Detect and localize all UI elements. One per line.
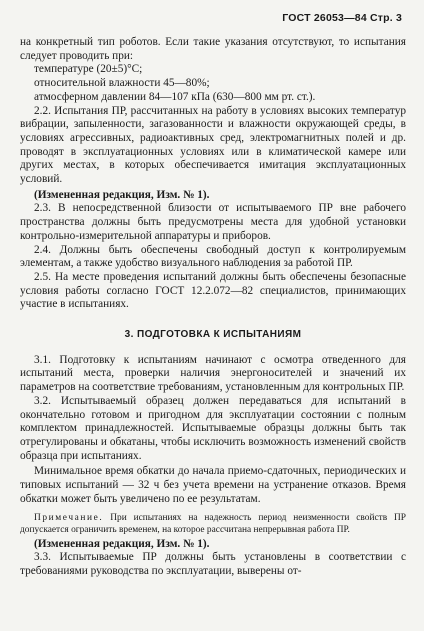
page-header: ГОСТ 26053—84 Стр. 3	[282, 12, 402, 24]
paragraph-2-5: 2.5. На месте проведения испытаний должны быть обеспечены безопасные условия работы согласно ГОСТ 12.2.072—82 специалистов, принимающих участие в испытаниях.	[20, 270, 406, 311]
amendment-note-1: (Измененная редакция, Изм. № 1).	[34, 188, 210, 201]
paragraph-run-in-time: Минимальное время обкатки до начала приемо-сдаточных, периодических и типовых испытаний — 32 ч без учета времени на устранение отказов. Время обкатки может быть увеличено по ее результатам.	[20, 465, 406, 505]
note-label: Примечание.	[34, 512, 104, 523]
paragraph-3-2: 3.2. Испытываемый образец должен передаваться для испытаний в окончательно готовом и пригодном для эксплуатации состоянии с полным комплектом принадлежностей. Испытываемые образцы должны быть так отрегулированы и обкатаны, чтобы исключить возможность изменений свойств образца при испытаниях.	[20, 394, 406, 462]
note-text: При испытаниях на надежность период неизменности свойств ПР допускается ограничить временем, на которое рассчитана непрерывная работа ПР.	[20, 512, 406, 535]
paragraph-2-2: 2.2. Испытания ПР, рассчитанных на работу в условиях высоких температур вибрации, запыленности, загазованности и влажности окружающей среды, в условиях агрессивных, радиоактивных сред, электромагнитных полей и др. проводят в эксплуатационных условиях или в климатической камере или других местах, в которых обеспечивается имитация эксплуатационных условий.	[20, 104, 406, 186]
paragraph-3-1: 3.1. Подготовку к испытаниям начинают с осмотра отведенного для испытаний места, проверки наличия энергоносителей и значений их параметров на соответствие требованиям, установленным для контрольных ПР.	[20, 353, 406, 394]
note-paragraph	[20, 512, 406, 536]
paragraph-2-4: 2.4. Должны быть обеспечены свободный доступ к контролируемым элементам, а также удобство визуального наблюдения за работой ПР.	[20, 243, 406, 270]
paragraph-2-3: 2.3. В непосредственной близости от испытываемого ПР вне рабочего пространства должны быть предусмотрены места для удобной установки контрольно-измерительной аппаратуры и приборов.	[20, 202, 406, 242]
paragraph-conditions: на конкретный тип роботов. Если такие указания отсутствуют, то испытания следует проводить при:	[20, 36, 406, 62]
section-3-heading: 3. ПОДГОТОВКА К ИСПЫТАНИЯМ	[124, 329, 302, 341]
condition-temperature: температуре (20±5)°С;	[34, 63, 143, 76]
condition-humidity: относительной влажности 45—80%;	[34, 77, 210, 90]
document-body	[20, 36, 406, 579]
amendment-note-2: (Измененная редакция, Изм. № 1).	[34, 537, 210, 550]
condition-pressure: атмосферном давлении 84—107 кПа (630—800 мм рт. ст.).	[34, 90, 316, 103]
paragraph-3-3: 3.3. Испытываемые ПР должны быть установлены в соответствии с требованиями руководства по эксплуатации, выверены от-	[20, 551, 406, 577]
